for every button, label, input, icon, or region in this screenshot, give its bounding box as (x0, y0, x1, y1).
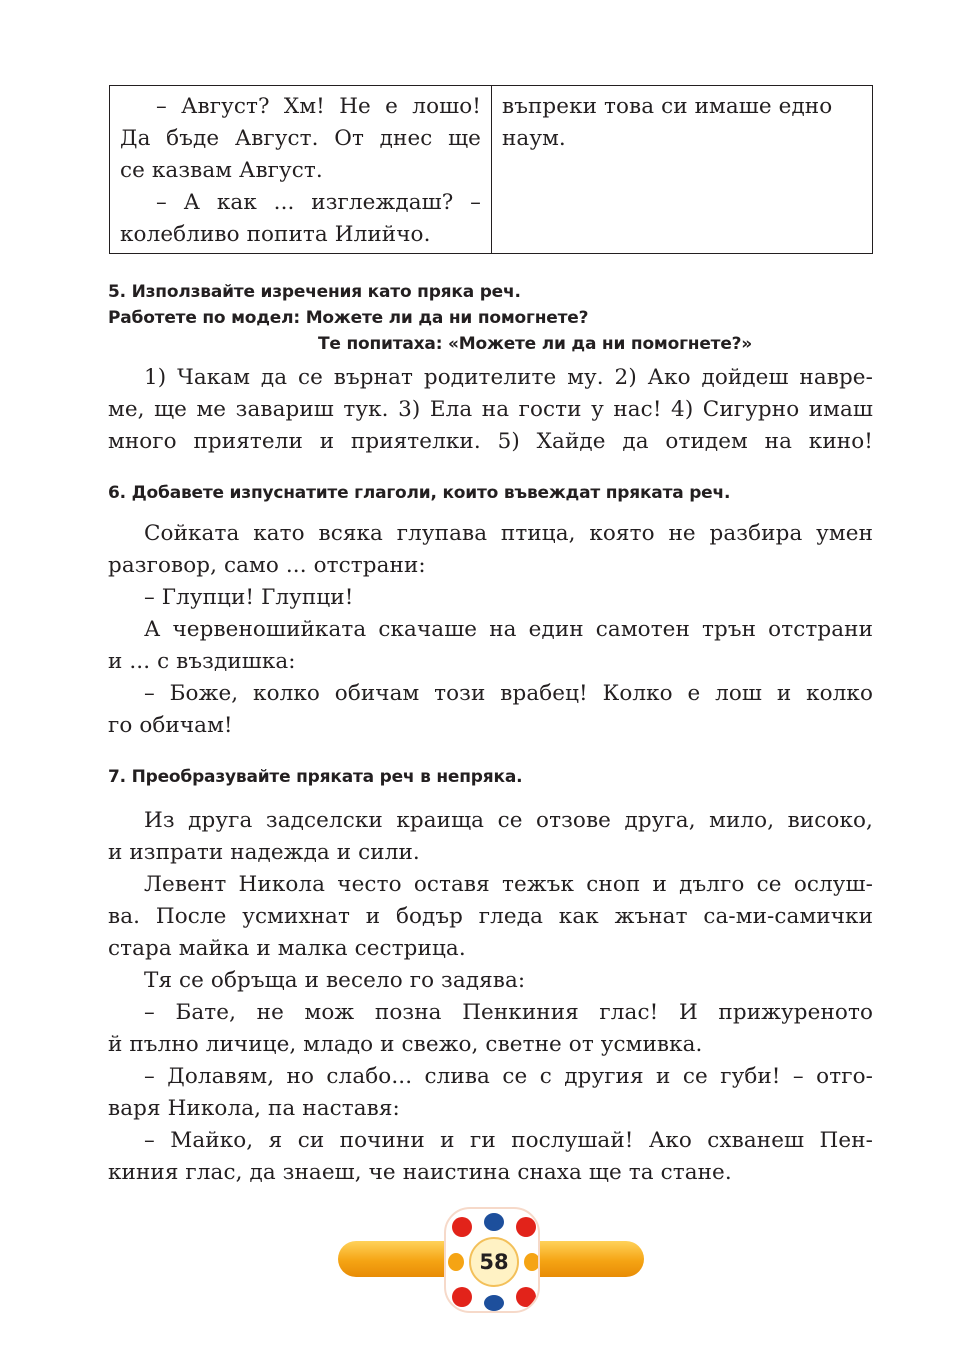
table-line: се казвам Август. (120, 158, 323, 183)
text-line: – Боже, колко обичам този врабец! Колко е лош и колко (144, 681, 873, 706)
page-number-badge (444, 1207, 540, 1313)
folk-ornament-icon (516, 1287, 536, 1307)
text-line: много приятели и приятелки. 5) Хайде да отидем на кино! (108, 429, 873, 454)
text-line: ме, ще ме завариш тук. 3) Ела на гости у нас! 4) Сигурно имаш (108, 397, 873, 422)
table-line: колебливо попита Илийчо. (120, 222, 431, 247)
page-footer (338, 1205, 644, 1315)
text-line: Левент Никола често оставя тежък сноп и дълго се ослуш- (144, 872, 873, 897)
table-line: – Август? Хм! Не е лошо! (156, 94, 481, 119)
folk-ornament-icon (524, 1253, 540, 1271)
exercise-5-model-answer: Те попитаха: «Можете ли да ни помогнете?» (318, 334, 753, 354)
text-line: Из друга задселски краища се отзове друга, мило, високо, (144, 808, 873, 833)
text-line: разговор, само ... отстрани: (108, 553, 426, 578)
exercise-5-text (108, 362, 873, 458)
exercise-5-header (108, 279, 873, 357)
text-line: и ... с въздишка: (108, 649, 296, 674)
folk-ornament-icon (448, 1253, 464, 1271)
text-line: – Майко, я си почини и ги послушай! Ако схванеш Пен- (144, 1128, 873, 1153)
folk-ornament-icon (452, 1287, 472, 1307)
text-line: Сойката като всяка глупава птица, която не разбира умен (144, 521, 873, 546)
exercise-5-title: 5. Използвайте изречения като пряка реч. (108, 282, 521, 302)
table-line: въпреки това си имаше едно (502, 94, 833, 119)
text-line: киния глас, да знаеш, че наистина снаха ще та стане. (108, 1160, 732, 1185)
text-line: и изпрати надежда и сили. (108, 840, 420, 865)
text-line: ва. После усмихнат и бодър гледа как жънат са-ми-самички (108, 904, 873, 929)
text-line: го обичам! (108, 713, 233, 738)
table-cell-left (110, 86, 492, 253)
table-line: наум. (502, 126, 566, 151)
folk-ornament-icon (484, 1213, 504, 1231)
exercise-7-title: 7. Преобразувайте пряката реч в непряка. (108, 767, 523, 787)
text-line: Тя се обръща и весело го задява: (144, 968, 526, 993)
folk-ornament-icon (452, 1217, 472, 1237)
text-line: й пълно личице, младо и свежо, светне от усмивка. (108, 1032, 703, 1057)
page-number: 58 (479, 1250, 509, 1274)
folk-ornament-icon (484, 1295, 504, 1311)
exercise-6-text (108, 518, 873, 742)
text-line: – Долавям, но слабо... слива се с другия и се губи! – отго- (144, 1064, 873, 1089)
exercise-6-header (108, 480, 873, 506)
text-line: – Глупци! Глупци! (144, 585, 354, 610)
text-line: – Бате, не мож позна Пенкиния глас! И прижуреното (144, 1000, 873, 1025)
text-line: стара майка и малка сестрица. (108, 936, 466, 961)
exercise-6-title: 6. Добавете изпуснатите глаголи, които въвеждат пряката реч. (108, 483, 731, 503)
text-line: 1) Чакам да се върнат родителите му. 2) Ако дойдеш навре- (144, 365, 873, 390)
table-cell-right (492, 86, 872, 253)
dialogue-table (109, 85, 873, 254)
table-line: – А как ... изглеждаш? – (156, 190, 481, 215)
exercise-7-header (108, 764, 873, 790)
exercise-7-text (108, 805, 873, 1189)
table-line: Да бъде Август. От днес ще (120, 126, 481, 151)
text-line: варя Никола, па наставя: (108, 1096, 400, 1121)
page-number-circle (469, 1237, 519, 1287)
text-line: А червеношийката скачаше на един самотен трън отстрани (144, 617, 873, 642)
folk-ornament-icon (516, 1217, 536, 1237)
exercise-5-model: Работете по модел: Можете ли да ни помогнете? (108, 308, 589, 328)
